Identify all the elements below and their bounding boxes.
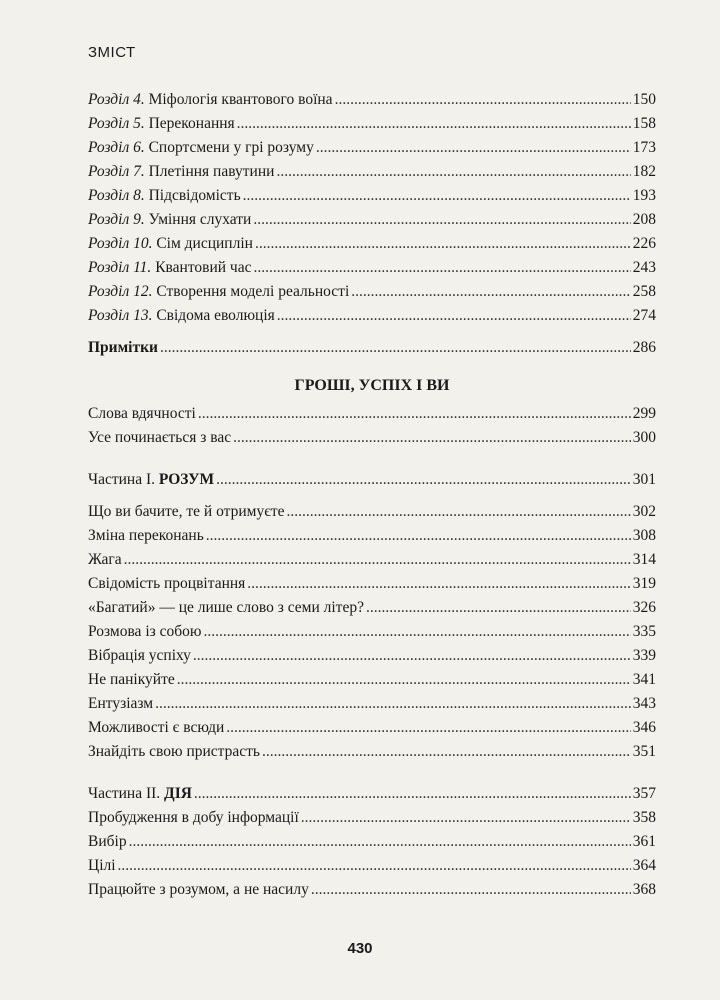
page-number: 357 bbox=[632, 785, 656, 802]
dot-leader bbox=[193, 644, 631, 668]
toc-entry[interactable]: Можливості є всюди ..... 346 bbox=[88, 716, 656, 740]
dot-leader bbox=[316, 136, 631, 160]
dot-leader bbox=[351, 280, 631, 304]
dot-leader bbox=[243, 184, 631, 208]
dot-leader bbox=[155, 692, 631, 716]
page-number: 243 bbox=[632, 259, 656, 276]
page-number: 301 bbox=[632, 471, 656, 488]
page-number: 326 bbox=[632, 599, 656, 616]
dot-leader bbox=[311, 878, 631, 902]
page-number: 208 bbox=[632, 211, 656, 228]
toc-entry[interactable]: Жага ..... 314 bbox=[88, 548, 656, 572]
dot-leader bbox=[160, 336, 631, 360]
page-number: 286 bbox=[632, 339, 656, 356]
toc-entry[interactable]: Цілі ..... 364 bbox=[88, 854, 656, 878]
dot-leader bbox=[206, 524, 631, 548]
page-number: 341 bbox=[632, 671, 656, 688]
toc-entry[interactable]: Розділ 4. Міфологія квантового воїна ..... 150 bbox=[88, 88, 656, 112]
page-number: 158 bbox=[632, 115, 656, 132]
page-number: 182 bbox=[632, 163, 656, 180]
page-number: 193 bbox=[632, 187, 656, 204]
page-number: 308 bbox=[632, 527, 656, 544]
toc-entry[interactable]: «Багатий» — це лише слово з семи літер? ..... 326 bbox=[88, 596, 656, 620]
dot-leader bbox=[276, 160, 630, 184]
page-number: 274 bbox=[632, 307, 656, 324]
toc-entry[interactable]: Що ви бачите, те й отримуєте ..... 302 bbox=[88, 500, 656, 524]
dot-leader bbox=[247, 572, 630, 596]
toc-entry[interactable]: Працюйте з розумом, а не насилу ..... 368 bbox=[88, 878, 656, 902]
page-number: 150 bbox=[632, 91, 656, 108]
dot-leader bbox=[335, 88, 631, 112]
dot-leader bbox=[124, 548, 631, 572]
dot-leader bbox=[253, 208, 630, 232]
dot-leader bbox=[129, 830, 631, 854]
toc-entry-notes[interactable]: Примітки ..... 286 bbox=[88, 336, 656, 360]
page-number: 364 bbox=[632, 857, 656, 874]
toc-entry[interactable]: Зміна переконань ..... 308 bbox=[88, 524, 656, 548]
page-number: 343 bbox=[632, 695, 656, 712]
page-number: 314 bbox=[632, 551, 656, 568]
dot-leader bbox=[287, 500, 631, 524]
toc-entry[interactable]: Пробудження в добу інформації ..... 358 bbox=[88, 806, 656, 830]
dot-leader bbox=[233, 426, 631, 450]
page-number: 226 bbox=[632, 235, 656, 252]
page-number: 299 bbox=[632, 405, 656, 422]
dot-leader bbox=[118, 854, 631, 878]
dot-leader bbox=[253, 256, 630, 280]
dot-leader bbox=[237, 112, 631, 136]
toc-entry[interactable]: Розмова із собою ..... 335 bbox=[88, 620, 656, 644]
toc-entry[interactable]: Розділ 7. Плетіння павутини ..... 182 bbox=[88, 160, 656, 184]
page-number: 358 bbox=[632, 809, 656, 826]
dot-leader bbox=[301, 806, 631, 830]
dot-leader bbox=[216, 468, 631, 492]
dot-leader bbox=[203, 620, 630, 644]
dot-leader bbox=[177, 668, 631, 692]
dot-leader bbox=[366, 596, 631, 620]
toc-entry-part-1[interactable]: Частина I. РОЗУМ ..... 301 bbox=[88, 468, 656, 492]
page-number: 258 bbox=[632, 283, 656, 300]
toc-entry[interactable]: Знайдіть свою пристрасть ..... 351 bbox=[88, 740, 656, 764]
toc-entry[interactable]: Розділ 12. Створення моделі реальності ..... 258 bbox=[88, 280, 656, 304]
toc-entry[interactable]: Розділ 9. Уміння слухати ..... 208 bbox=[88, 208, 656, 232]
page-number: 346 bbox=[632, 719, 656, 736]
toc-entry[interactable]: Розділ 6. Спортсмени у грі розуму ..... 173 bbox=[88, 136, 656, 160]
page-number: 368 bbox=[632, 881, 656, 898]
toc-entry[interactable]: Свідомість процвітання ..... 319 bbox=[88, 572, 656, 596]
toc-entry[interactable]: Слова вдячності ..... 299 bbox=[88, 402, 656, 426]
page-number: 361 bbox=[632, 833, 656, 850]
toc-entry[interactable]: Вибір ..... 361 bbox=[88, 830, 656, 854]
page-number: 173 bbox=[632, 139, 656, 156]
toc-entry[interactable]: Не панікуйте ..... 341 bbox=[88, 668, 656, 692]
dot-leader bbox=[262, 740, 631, 764]
toc-entry-part-2[interactable]: Частина II. ДІЯ ..... 357 bbox=[88, 782, 656, 806]
page-number: 339 bbox=[632, 647, 656, 664]
toc-entry[interactable]: Розділ 10. Сім дисциплін ..... 226 bbox=[88, 232, 656, 256]
table-of-contents bbox=[88, 88, 656, 902]
toc-entry[interactable]: Ентузіазм ..... 343 bbox=[88, 692, 656, 716]
dot-leader bbox=[277, 304, 631, 328]
toc-entry[interactable]: Вібрація успіху ..... 339 bbox=[88, 644, 656, 668]
dot-leader bbox=[226, 716, 630, 740]
dot-leader bbox=[255, 232, 631, 256]
book-title: ГРОШІ, УСПІХ І ВИ bbox=[294, 377, 450, 394]
toc-entry[interactable]: Розділ 13. Свідома еволюція ..... 274 bbox=[88, 304, 656, 328]
page-folio: 430 bbox=[347, 940, 373, 957]
page-number: 351 bbox=[632, 743, 656, 760]
toc-entry[interactable]: Розділ 8. Підсвідомість ..... 193 bbox=[88, 184, 656, 208]
page-number: 319 bbox=[632, 575, 656, 592]
toc-entry[interactable]: Усе починається з вас ..... 300 bbox=[88, 426, 656, 450]
toc-entry[interactable]: Розділ 11. Квантовий час ..... 243 bbox=[88, 256, 656, 280]
page-number: 300 bbox=[632, 429, 656, 446]
page-number: 335 bbox=[632, 623, 656, 640]
toc-entry[interactable]: Розділ 5. Переконання ..... 158 bbox=[88, 112, 656, 136]
running-header: ЗМІСТ bbox=[88, 44, 136, 61]
page-number: 302 bbox=[632, 503, 656, 520]
dot-leader bbox=[194, 782, 631, 806]
dot-leader bbox=[198, 402, 631, 426]
